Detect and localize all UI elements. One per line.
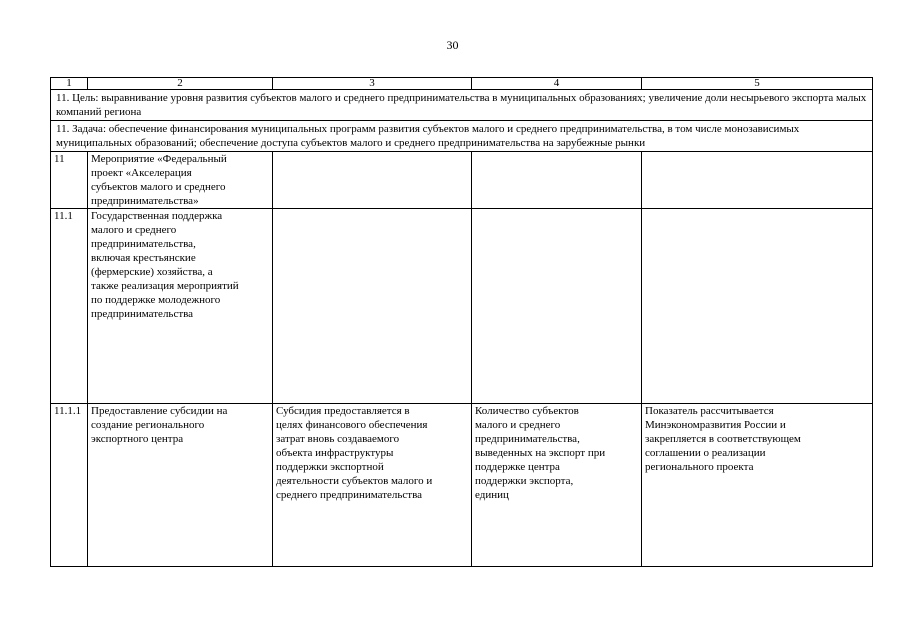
header-cell-2: 2 — [88, 78, 273, 90]
task-text: 11. Задача: обеспечение финансирования муниципальных программ развития субъектов малого и среднего предпринимательства, в том числе монозависимых муниципальных образований; обеспечение доступа субъектов малого и среднего предпринимательства на зарубежные рынки — [56, 123, 800, 149]
measure-col3 — [273, 209, 472, 404]
header-cell-3: 3 — [273, 78, 472, 90]
task-row — [51, 121, 873, 152]
measure-col4 — [472, 152, 642, 209]
measure-col3 — [273, 404, 472, 567]
goal-row — [51, 90, 873, 121]
goal-text: 11. Цель: выравнивание уровня развития субъектов малого и среднего предпринимательства в муниципальных образованиях; увеличение доли несырьевого экспорта малых компаний региона — [56, 92, 867, 118]
row-number — [51, 404, 88, 567]
measure-name — [88, 404, 273, 567]
row-number-text: 11.1 — [54, 210, 73, 222]
row-number — [51, 209, 88, 404]
goal-cell — [51, 90, 873, 121]
header-row — [51, 78, 873, 90]
table-row — [51, 404, 873, 567]
row-number — [51, 152, 88, 209]
table-row — [51, 152, 873, 209]
measure-col4-text: Количество субъектов малого и среднего предпринимательства, выведенных на экспорт при поддержке центра поддержки экспорта, единиц — [475, 405, 606, 501]
header-cell-5: 5 — [642, 78, 873, 90]
header-cell-4: 4 — [472, 78, 642, 90]
measure-name-text: Предоставление субсидии на создание регионального экспортного центра — [91, 405, 228, 445]
measure-col4 — [472, 209, 642, 404]
measure-name — [88, 152, 273, 209]
measures-table — [50, 77, 873, 567]
row-number-text: 11 — [54, 153, 65, 165]
table-row — [51, 209, 873, 404]
measure-col3 — [273, 152, 472, 209]
measure-name-text: Мероприятие «Федеральный проект «Акселерация субъектов малого и среднего предпринимательства» — [91, 153, 227, 207]
measure-name — [88, 209, 273, 404]
header-cell-1: 1 — [51, 78, 88, 90]
row-number-text: 11.1.1 — [54, 405, 82, 417]
measure-col4 — [472, 404, 642, 567]
measure-col3-text: Субсидия предоставляется в целях финансового обеспечения затрат вновь создаваемого объекта инфраструктуры поддержки экспортной деятельности субъектов малого и среднего предпринимательства — [276, 405, 433, 501]
page-number: 30 — [446, 38, 459, 52]
measure-name-text: Государственная поддержка малого и среднего предпринимательства, включая крестьянские (фермерские) хозяйства, а также реализация мероприятий по поддержке молодежного предпринимательства — [91, 210, 239, 320]
measure-col5-text: Показатель рассчитывается Минэкономразвития России и закрепляется в соответствующем соглашении о реализации регионального проекта — [645, 405, 801, 473]
measure-col5 — [642, 152, 873, 209]
measure-col5 — [642, 209, 873, 404]
measure-col5 — [642, 404, 873, 567]
task-cell — [51, 121, 873, 152]
